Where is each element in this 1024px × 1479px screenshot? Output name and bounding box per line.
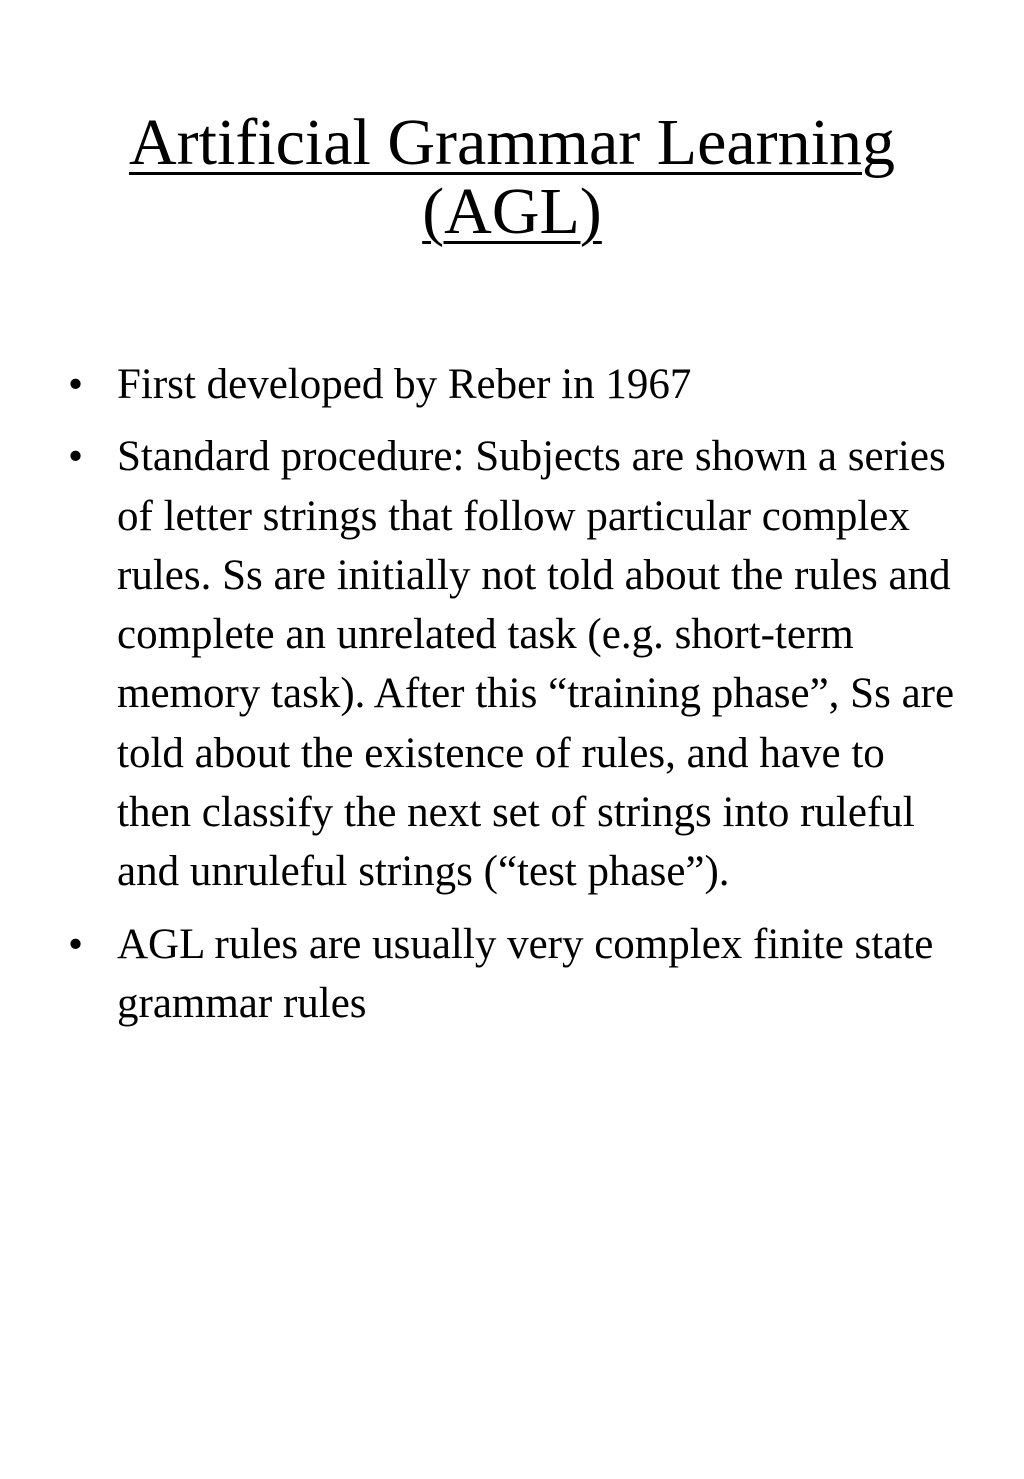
bullet-text: Standard procedure: Subjects are shown a series of letter strings that follow particular complex rules. Ss are initially not told about the rules and complete an unrelated task (e.g. short-term memory task). After this “training phase”, Ss are told about the existence of rules, and have to then classify the next set of strings into ruleful and unruleful strings (“test phase”). (117, 433, 955, 896)
title-line-2: (AGL) (422, 175, 602, 248)
bullet-item-reber (0, 355, 957, 414)
bullet-dot-icon: • (68, 433, 84, 481)
bullet-list (0, 355, 1024, 1046)
slide-title (62, 108, 962, 246)
bullet-dot-icon: • (68, 920, 84, 968)
bullet-dot-icon: • (68, 361, 84, 408)
bullet-text: AGL rules are usually very complex finite state grammar rules (117, 920, 934, 1027)
bullet-item-standard-procedure (0, 427, 957, 901)
bullet-item-agl-rules (0, 915, 957, 1034)
title-line-1: Artificial Grammar Learning (129, 106, 895, 179)
bullet-text: First developed by Reber in 1967 (117, 361, 692, 408)
